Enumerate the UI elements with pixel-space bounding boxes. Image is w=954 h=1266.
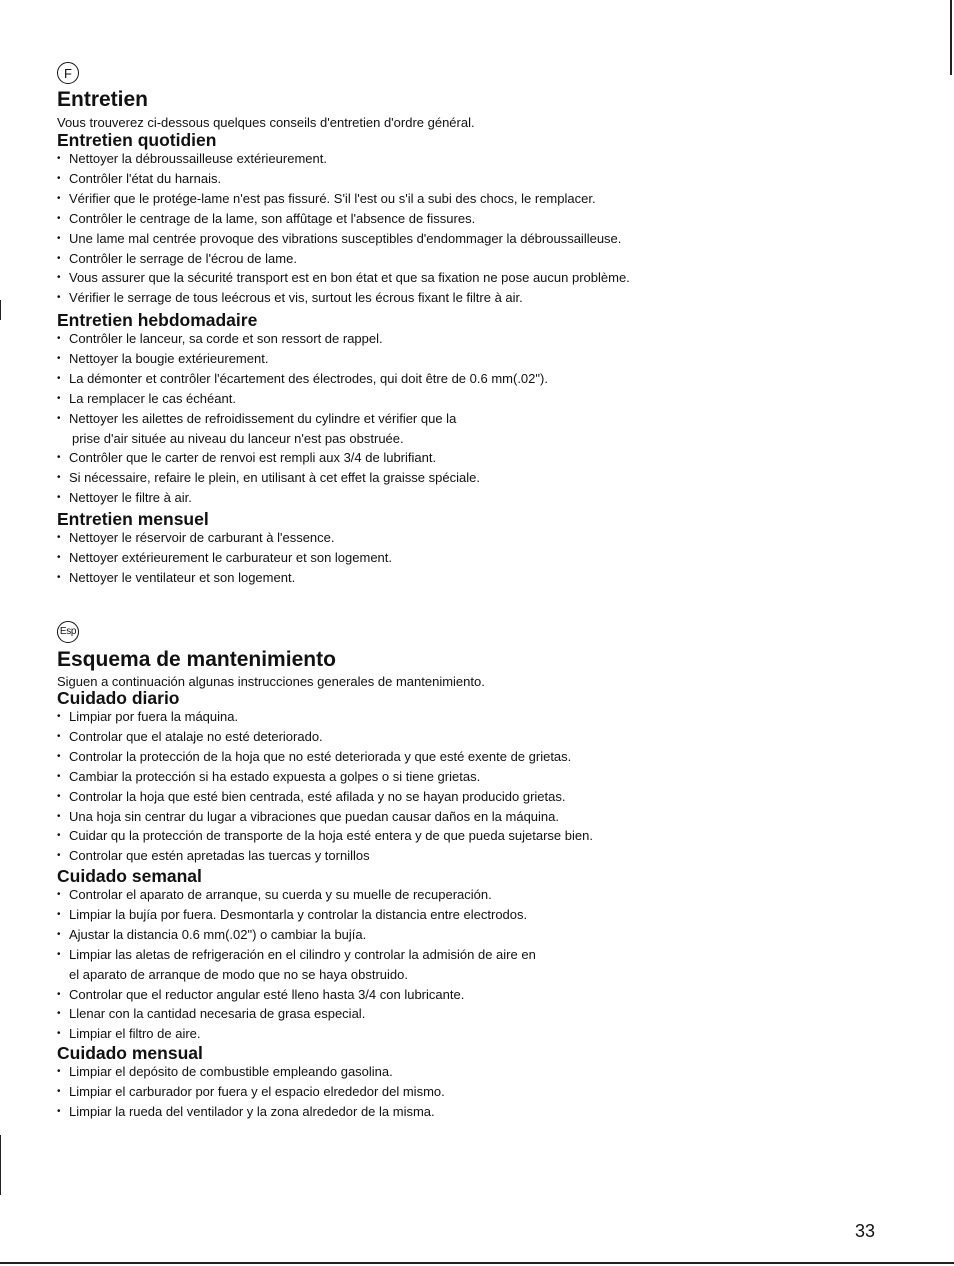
list-item: • Controlar la hoja que esté bien centrada, esté afilada y no se hayan producido grietas. bbox=[57, 787, 593, 807]
list-item: • Limpiar el filtro de aire. bbox=[57, 1024, 536, 1044]
list-item: • Controlar la protección de la hoja que no esté deteriorada y que esté exente de grietas. bbox=[57, 747, 593, 767]
spanish-badge-label: Esp bbox=[59, 626, 77, 637]
french-monthly-list bbox=[57, 528, 392, 588]
french-intro: Vous trouverez ci-dessous quelques conseils d'entretien d'ordre général. bbox=[57, 115, 475, 130]
list-item: • Si nécessaire, refaire le plein, en utilisant à cet effet la graisse spéciale. bbox=[57, 468, 548, 488]
page-number: 33 bbox=[854, 1221, 875, 1241]
list-item: • Controlar que estén apretadas las tuercas y tornillos bbox=[57, 846, 593, 866]
list-item: • Nettoyer le filtre à air. bbox=[57, 488, 548, 508]
list-item: • Contrôler l'état du harnais. bbox=[57, 169, 630, 189]
spanish-weekly-heading: Cuidado semanal bbox=[57, 866, 202, 886]
list-item: • La démonter et contrôler l'écartement des électrodes, qui doit être de 0.6 mm(.02"). bbox=[57, 369, 548, 389]
scan-edge-left bbox=[0, 300, 1, 320]
list-item: • Limpiar por fuera la máquina. bbox=[57, 707, 593, 727]
list-item: • Nettoyer le réservoir de carburant à l'essence. bbox=[57, 528, 392, 548]
spanish-intro: Siguen a continuación algunas instrucciones generales de mantenimiento. bbox=[57, 674, 485, 689]
list-item: • Contrôler le centrage de la lame, son affûtage et l'absence de fissures. bbox=[57, 209, 630, 229]
french-badge-label: F bbox=[64, 65, 72, 81]
spanish-language-badge bbox=[57, 621, 79, 643]
spanish-monthly-list bbox=[57, 1062, 445, 1122]
list-item: • Vérifier le serrage de tous leécrous et vis, surtout les écrous fixant le filtre à air. bbox=[57, 288, 630, 308]
list-item: • Limpiar el carburador por fuera y el espacio elrededor del mismo. bbox=[57, 1082, 445, 1102]
list-item-continuation: prise d'air située au niveau du lanceur n'est pas obstruée. bbox=[72, 430, 404, 446]
french-weekly-heading: Entretien hebdomadaire bbox=[57, 310, 258, 330]
spanish-title: Esquema de mantenimiento bbox=[57, 648, 336, 671]
list-item: • Controlar que el reductor angular esté lleno hasta 3/4 con lubricante. bbox=[57, 985, 536, 1005]
list-item: • Ajustar la distancia 0.6 mm(.02") o cambiar la bujía. bbox=[57, 925, 536, 945]
list-item: • Limpiar el depósito de combustible empleando gasolina. bbox=[57, 1062, 445, 1082]
french-daily-list bbox=[57, 149, 630, 308]
list-item: • Llenar con la cantidad necesaria de grasa especial. bbox=[57, 1004, 536, 1024]
list-item: • Contrôler le serrage de l'écrou de lame. bbox=[57, 249, 630, 269]
spanish-daily-list bbox=[57, 707, 593, 866]
spanish-weekly-list bbox=[57, 885, 536, 1044]
list-item: • Une lame mal centrée provoque des vibrations susceptibles d'endommager la débroussailleuse. bbox=[57, 229, 630, 249]
list-item: • Contrôler que le carter de renvoi est rempli aux 3/4 de lubrifiant. bbox=[57, 448, 548, 468]
spanish-monthly-heading: Cuidado mensual bbox=[57, 1043, 203, 1063]
list-item: • Controlar el aparato de arranque, su cuerda y su muelle de recuperación. bbox=[57, 885, 536, 905]
spanish-daily-heading: Cuidado diario bbox=[57, 688, 180, 708]
french-language-badge bbox=[57, 62, 79, 84]
list-item: • Cambiar la protección si ha estado expuesta a golpes o si tiene grietas. bbox=[57, 767, 593, 787]
french-weekly-list bbox=[57, 329, 548, 508]
list-item: • Limpiar las aletas de refrigeración en el cilindro y controlar la admisión de aire en bbox=[57, 945, 536, 965]
list-item: • Controlar que el atalaje no esté deteriorado. bbox=[57, 727, 593, 747]
scan-edge-right bbox=[950, 0, 952, 75]
list-item: • Contrôler le lanceur, sa corde et son ressort de rappel. bbox=[57, 329, 548, 349]
list-item: • Vérifier que le protége-lame n'est pas fissuré. S'il l'est ou s'il a subi des chocs, le remplacer. bbox=[57, 189, 630, 209]
list-item: • Nettoyer le ventilateur et son logement. bbox=[57, 568, 392, 588]
scan-edge-left-lower bbox=[0, 1135, 1, 1195]
scan-edge-bottom bbox=[0, 1262, 954, 1264]
list-item-continuation: el aparato de arranque de modo que no se haya obstruido. bbox=[69, 966, 408, 982]
list-item: • Limpiar la rueda del ventilador y la zona alrededor de la misma. bbox=[57, 1102, 445, 1122]
list-item: • Cuidar qu la protección de transporte de la hoja esté entera y de que pueda sujetarse bien. bbox=[57, 826, 593, 846]
french-daily-heading: Entretien quotidien bbox=[57, 130, 217, 150]
list-item: • Nettoyer la débroussailleuse extérieurement. bbox=[57, 149, 630, 169]
list-item: • Nettoyer la bougie extérieurement. bbox=[57, 349, 548, 369]
list-item: • Una hoja sin centrar du lugar a vibraciones que puedan causar daños en la máquina. bbox=[57, 807, 593, 827]
list-item: • La remplacer le cas échéant. bbox=[57, 389, 548, 409]
list-item: • Limpiar la bujía por fuera. Desmontarla y controlar la distancia entre electrodos. bbox=[57, 905, 536, 925]
list-item: • Vous assurer que la sécurité transport est en bon état et que sa fixation ne pose aucun problème. bbox=[57, 268, 630, 288]
list-item: • Nettoyer les ailettes de refroidissement du cylindre et vérifier que la bbox=[57, 409, 548, 429]
list-item: • Nettoyer extérieurement le carburateur et son logement. bbox=[57, 548, 392, 568]
french-title: Entretien bbox=[57, 88, 149, 111]
french-monthly-heading: Entretien mensuel bbox=[57, 509, 209, 529]
